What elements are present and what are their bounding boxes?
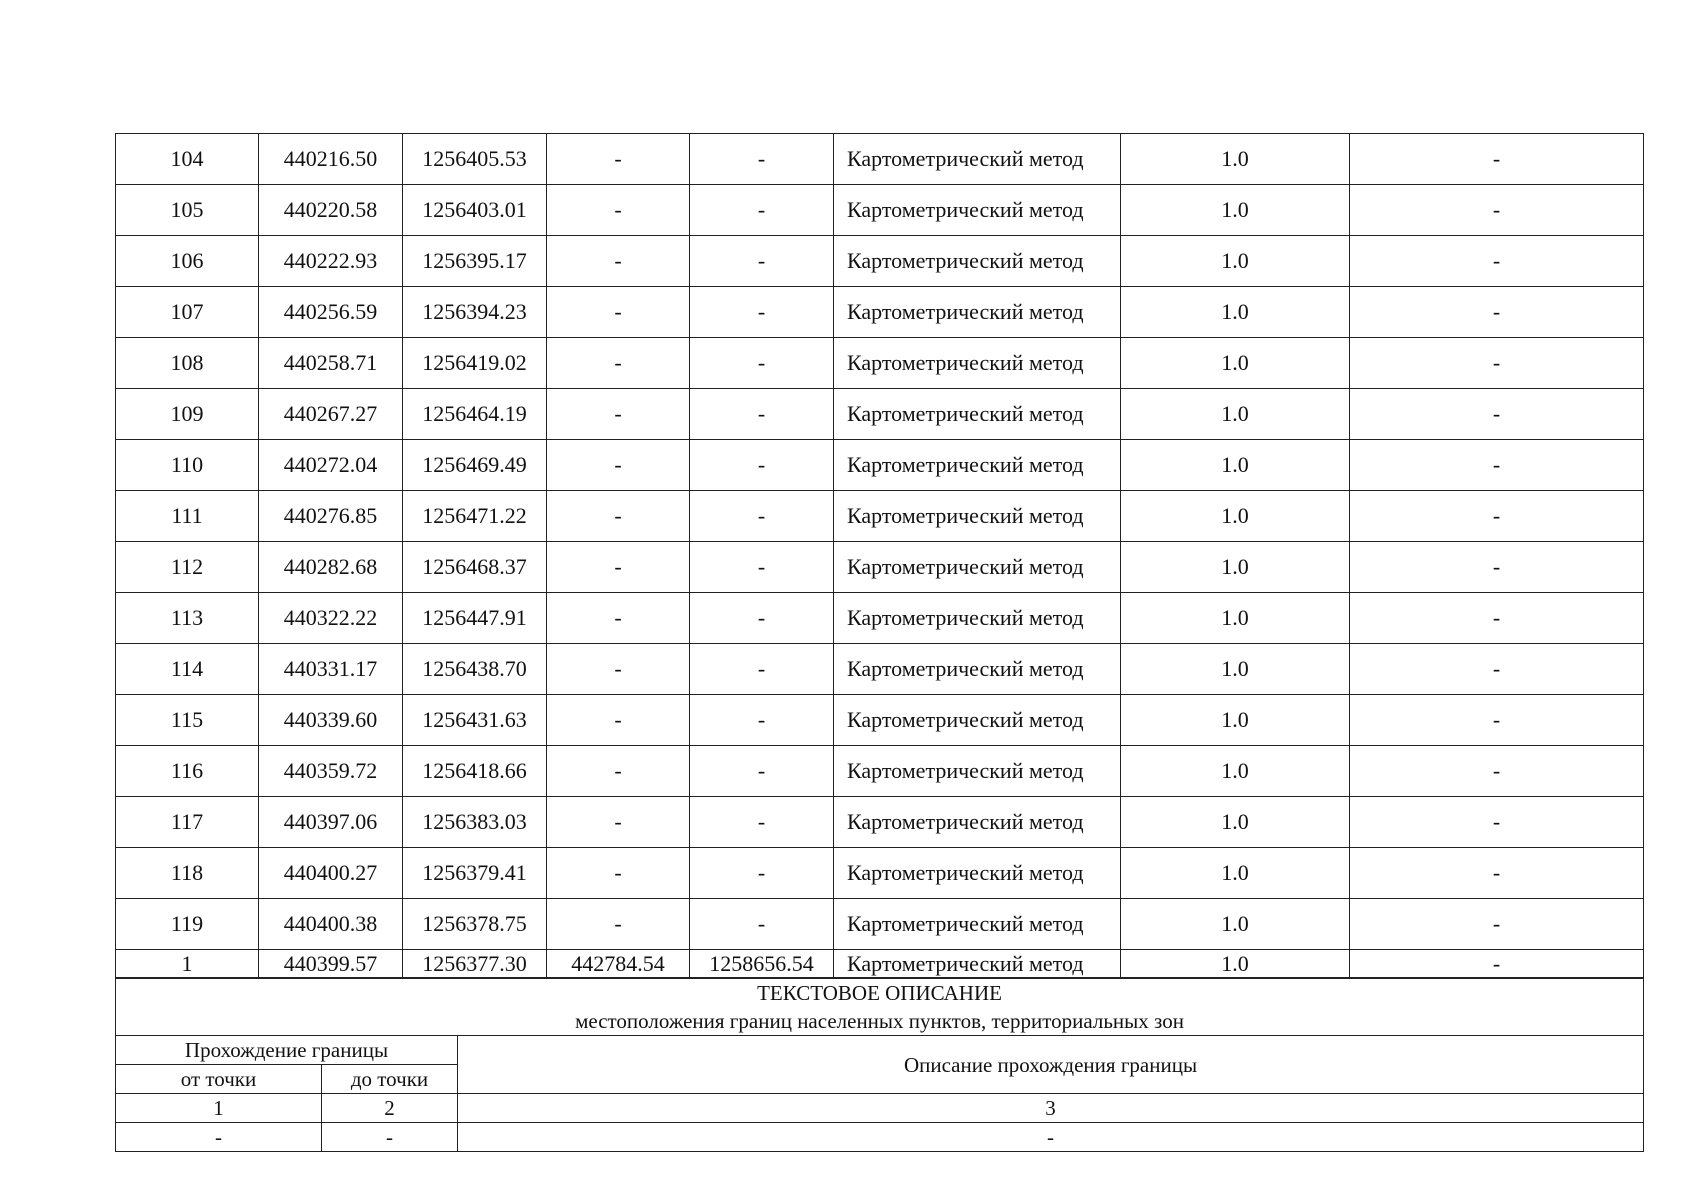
old-coord-y: -: [690, 440, 834, 491]
coord-y: 1256378.75: [403, 899, 547, 950]
old-coord-x: -: [547, 440, 690, 491]
coordinates-table: [115, 133, 1644, 978]
description-title-row: [116, 979, 1644, 1036]
method: Картометрический метод: [834, 236, 1121, 287]
old-coord-y: -: [690, 491, 834, 542]
point-number: 107: [116, 287, 259, 338]
method: Картометрический метод: [834, 389, 1121, 440]
coord-y: 1256405.53: [403, 134, 547, 185]
table-row: [116, 695, 1644, 746]
description-cell: -: [1350, 389, 1644, 440]
description-data-row: [116, 1123, 1644, 1152]
old-coord-y: 1258656.54: [690, 950, 834, 978]
old-coord-y: -: [690, 593, 834, 644]
point-number: 108: [116, 338, 259, 389]
method: Картометрический метод: [834, 287, 1121, 338]
old-coord-y: -: [690, 389, 834, 440]
method: Картометрический метод: [834, 899, 1121, 950]
old-coord-y: -: [690, 134, 834, 185]
coord-y: 1256468.37: [403, 542, 547, 593]
coord-x: 440400.27: [259, 848, 403, 899]
precision: 1.0: [1121, 746, 1350, 797]
precision: 1.0: [1121, 491, 1350, 542]
description-cell: -: [1350, 644, 1644, 695]
coord-y: 1256418.66: [403, 746, 547, 797]
precision: 1.0: [1121, 389, 1350, 440]
precision: 1.0: [1121, 950, 1350, 978]
coord-x: 440216.50: [259, 134, 403, 185]
coord-x: 440339.60: [259, 695, 403, 746]
description-title: ТЕКСТОВОЕ ОПИСАНИЕ: [757, 981, 1002, 1005]
point-number: 119: [116, 899, 259, 950]
old-coord-y: -: [690, 236, 834, 287]
point-number: 104: [116, 134, 259, 185]
boundary-description-table: [115, 978, 1644, 1152]
description-header-row: [116, 1036, 1644, 1065]
table-row: [116, 134, 1644, 185]
coord-x: 440400.38: [259, 899, 403, 950]
coord-y: 1256469.49: [403, 440, 547, 491]
precision: 1.0: [1121, 848, 1350, 899]
column-number-2: 2: [322, 1094, 458, 1123]
coord-y: 1256419.02: [403, 338, 547, 389]
description-cell: -: [1350, 134, 1644, 185]
old-coord-x: -: [547, 848, 690, 899]
table-row: [116, 287, 1644, 338]
old-coord-x: -: [547, 389, 690, 440]
description-cell: -: [1350, 695, 1644, 746]
precision: 1.0: [1121, 695, 1350, 746]
old-coord-x: -: [547, 593, 690, 644]
description-cell: -: [1350, 338, 1644, 389]
table-row: [116, 899, 1644, 950]
old-coord-x: -: [547, 899, 690, 950]
coord-y: 1256395.17: [403, 236, 547, 287]
coord-x: 440267.27: [259, 389, 403, 440]
coord-x: 440397.06: [259, 797, 403, 848]
point-number: 118: [116, 848, 259, 899]
coord-y: 1256403.01: [403, 185, 547, 236]
point-number: 117: [116, 797, 259, 848]
old-coord-y: -: [690, 185, 834, 236]
coord-y: 1256431.63: [403, 695, 547, 746]
description-cell: -: [1350, 542, 1644, 593]
precision: 1.0: [1121, 440, 1350, 491]
table-row: [116, 797, 1644, 848]
precision: 1.0: [1121, 185, 1350, 236]
table-row: [116, 185, 1644, 236]
description-cell: -: [1350, 236, 1644, 287]
description-subtitle: местоположения границ населенных пунктов, территориальных зон: [575, 1009, 1184, 1033]
method: Картометрический метод: [834, 338, 1121, 389]
point-number: 111: [116, 491, 259, 542]
column-number-row: [116, 1094, 1644, 1123]
method: Картометрический метод: [834, 950, 1121, 978]
from-point-header: от точки: [116, 1065, 322, 1094]
method: Картометрический метод: [834, 440, 1121, 491]
old-coord-x: -: [547, 236, 690, 287]
coord-x: 440222.93: [259, 236, 403, 287]
description-cell: -: [1350, 899, 1644, 950]
coord-x: 440220.58: [259, 185, 403, 236]
method: Картометрический метод: [834, 185, 1121, 236]
table-row: [116, 440, 1644, 491]
coord-y: 1256394.23: [403, 287, 547, 338]
old-coord-y: -: [690, 797, 834, 848]
coordinates-table-body: [116, 134, 1644, 978]
description-cell: -: [1350, 950, 1644, 978]
table-row: [116, 593, 1644, 644]
method: Картометрический метод: [834, 644, 1121, 695]
point-number: 112: [116, 542, 259, 593]
coord-x: 440322.22: [259, 593, 403, 644]
old-coord-x: -: [547, 644, 690, 695]
table-row: [116, 389, 1644, 440]
coord-y: 1256377.30: [403, 950, 547, 978]
coord-y: 1256447.91: [403, 593, 547, 644]
table-row: [116, 338, 1644, 389]
old-coord-x: 442784.54: [547, 950, 690, 978]
coord-x: 440256.59: [259, 287, 403, 338]
old-coord-x: -: [547, 542, 690, 593]
coord-x: 440399.57: [259, 950, 403, 978]
coord-y: 1256438.70: [403, 644, 547, 695]
coord-x: 440359.72: [259, 746, 403, 797]
coord-x: 440331.17: [259, 644, 403, 695]
old-coord-y: -: [690, 287, 834, 338]
precision: 1.0: [1121, 134, 1350, 185]
precision: 1.0: [1121, 287, 1350, 338]
description-title-cell: [116, 979, 1644, 1036]
to-point-value: -: [322, 1123, 458, 1152]
method: Картометрический метод: [834, 695, 1121, 746]
old-coord-x: -: [547, 797, 690, 848]
old-coord-y: -: [690, 899, 834, 950]
precision: 1.0: [1121, 236, 1350, 287]
coord-y: 1256471.22: [403, 491, 547, 542]
point-number: 105: [116, 185, 259, 236]
coord-x: 440258.71: [259, 338, 403, 389]
old-coord-x: -: [547, 746, 690, 797]
description-cell: -: [1350, 593, 1644, 644]
coord-x: 440282.68: [259, 542, 403, 593]
old-coord-x: -: [547, 287, 690, 338]
to-point-header: до точки: [322, 1065, 458, 1094]
table-row: [116, 644, 1644, 695]
old-coord-y: -: [690, 338, 834, 389]
table-row: [116, 848, 1644, 899]
description-cell: -: [1350, 848, 1644, 899]
old-coord-x: -: [547, 338, 690, 389]
point-number: 110: [116, 440, 259, 491]
method: Картометрический метод: [834, 797, 1121, 848]
table-row: [116, 950, 1644, 978]
old-coord-y: -: [690, 746, 834, 797]
precision: 1.0: [1121, 899, 1350, 950]
precision: 1.0: [1121, 797, 1350, 848]
description-cell: -: [1350, 185, 1644, 236]
point-number: 1: [116, 950, 259, 978]
table-row: [116, 746, 1644, 797]
coord-x: 440276.85: [259, 491, 403, 542]
old-coord-x: -: [547, 134, 690, 185]
table-row: [116, 236, 1644, 287]
method: Картометрический метод: [834, 593, 1121, 644]
description-cell: -: [1350, 746, 1644, 797]
precision: 1.0: [1121, 644, 1350, 695]
old-coord-y: -: [690, 848, 834, 899]
point-number: 115: [116, 695, 259, 746]
from-point-value: -: [116, 1123, 322, 1152]
description-cell: -: [1350, 287, 1644, 338]
point-number: 106: [116, 236, 259, 287]
method: Картометрический метод: [834, 848, 1121, 899]
point-number: 113: [116, 593, 259, 644]
method: Картометрический метод: [834, 491, 1121, 542]
description-header: Описание прохождения границы: [458, 1036, 1644, 1094]
description-cell: -: [1350, 491, 1644, 542]
old-coord-y: -: [690, 644, 834, 695]
table-row: [116, 542, 1644, 593]
old-coord-x: -: [547, 185, 690, 236]
old-coord-y: -: [690, 695, 834, 746]
table-row: [116, 491, 1644, 542]
method: Картометрический метод: [834, 134, 1121, 185]
coord-y: 1256379.41: [403, 848, 547, 899]
description-value: -: [458, 1123, 1644, 1152]
old-coord-x: -: [547, 491, 690, 542]
precision: 1.0: [1121, 338, 1350, 389]
precision: 1.0: [1121, 542, 1350, 593]
description-cell: -: [1350, 440, 1644, 491]
passage-header: Прохождение границы: [116, 1036, 458, 1065]
coord-x: 440272.04: [259, 440, 403, 491]
precision: 1.0: [1121, 593, 1350, 644]
old-coord-y: -: [690, 542, 834, 593]
coord-y: 1256383.03: [403, 797, 547, 848]
point-number: 114: [116, 644, 259, 695]
column-number-1: 1: [116, 1094, 322, 1123]
point-number: 109: [116, 389, 259, 440]
method: Картометрический метод: [834, 542, 1121, 593]
coord-y: 1256464.19: [403, 389, 547, 440]
description-cell: -: [1350, 797, 1644, 848]
method: Картометрический метод: [834, 746, 1121, 797]
column-number-3: 3: [458, 1094, 1644, 1123]
point-number: 116: [116, 746, 259, 797]
old-coord-x: -: [547, 695, 690, 746]
